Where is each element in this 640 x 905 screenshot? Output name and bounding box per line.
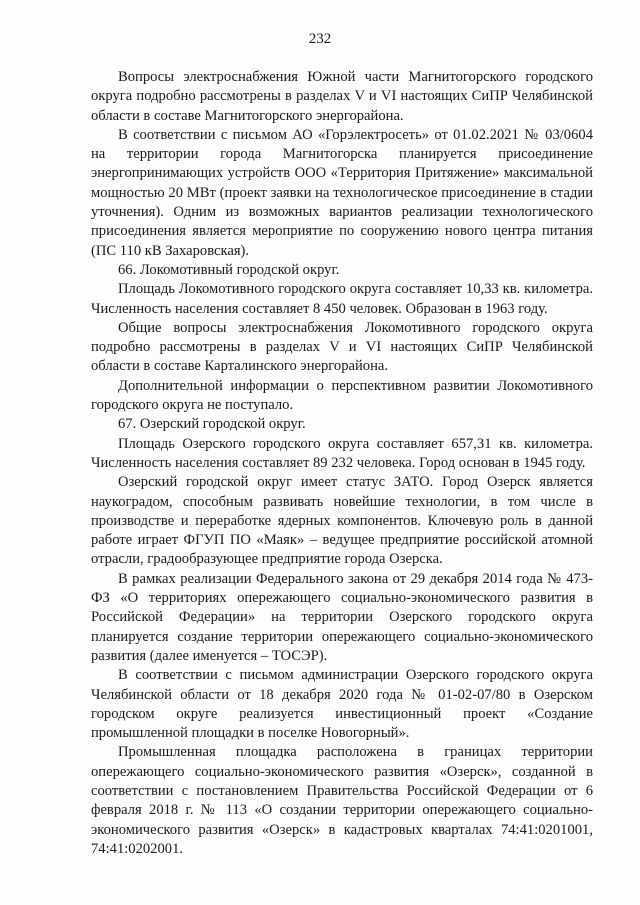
page-number: 232 <box>308 31 332 47</box>
paragraph-lokomotivny-no-info: Дополнительной информации о перспективном развитии Локомотивного городского округа не поступало. <box>91 377 593 414</box>
section-heading-ozersk: 67. Озерский городской округ. <box>118 416 306 433</box>
paragraph-ozersk-zato: Озерский городской округ имеет статус ЗАТО. Город Озерск является наукоградом, способным развивать новейшие технологии, в том числе в производстве и переработке ядерных компонентов. Ключевую роль в данной работе играет ФГУП ПО «Маяк» – ведущее предприятие российской атомной отрасли, градообразующее предприятие города Озерска. <box>91 474 593 568</box>
paragraph-ozersk-area: Площадь Озерского городского округа составляет 657,31 кв. километра. Численность населения составляет 89 232 человека. Город основан в 1945 году. <box>91 435 593 471</box>
document-body <box>91 68 593 859</box>
paragraph-gorelektroset-letter: В соответствии с письмом АО «Горэлектросеть» от 01.02.2021 № 03/0604 на территории города Магнитогорска планируется присоединение энергопринимающих устройств ООО «Территория Притяжение» максимальной мощностью 20 МВт (проект заявки на технологическое присоединение в стадии уточнения). Одним из возможных вариантов реализации технологического присоединения является мероприятие по сооружению нового центра питания (ПС 110 кВ Захаровская). <box>91 126 593 259</box>
paragraph-magnitogorsk-south: Вопросы электроснабжения Южной части Магнитогорского городского округа подробно рассмотрены в разделах V и VI настоящих СиПР Челябинской области в составе Магнитогорского энергорайона. <box>91 69 593 124</box>
paragraph-ozersk-tosed-law: В рамках реализации Федерального закона от 29 декабря 2014 года № 473-ФЗ «О территориях опережающего социально-экономического развития в Российской Федерации» на территории Озерского городского округа планируется создание территории опережающего социально-экономического развития (далее именуется – ТОСЭР). <box>91 570 593 664</box>
paragraph-lokomotivny-power: Общие вопросы электроснабжения Локомотивного городского округа подробно рассмотрены в разделах V и VI настоящих СиПР Челябинской области в составе Карталинского энергорайона. <box>91 319 593 375</box>
section-heading-lokomotivny: 66. Локомотивный городской округ. <box>118 261 340 278</box>
paragraph-lokomotivny-area: Площадь Локомотивного городского округа составляет 10,33 кв. километра. Численность населения составляет 8 450 человек. Образован в 1963 году. <box>91 281 593 317</box>
paragraph-ozersk-admin-letter: В соответствии с письмом администрации Озерского городского округа Челябинской области от 18 декабря 2020 года № 01-02-07/80 в Озерском городском округе реализуется инвестиционный проект «Создание промышленной площадки в поселке Новогорный». <box>91 667 593 742</box>
paragraph-industrial-site: Промышленная площадка расположена в границах территории опережающего социально-экономического развития «Озерск», созданной в соответствии с постановлением Правительства Российской Федерации от 6 февраля 2018 г. № 113 «О создании территории опережающего социально-экономического развития «Озерск» в кадастровых кварталах 74:41:0201001, 74:41:0202001. <box>91 744 593 857</box>
